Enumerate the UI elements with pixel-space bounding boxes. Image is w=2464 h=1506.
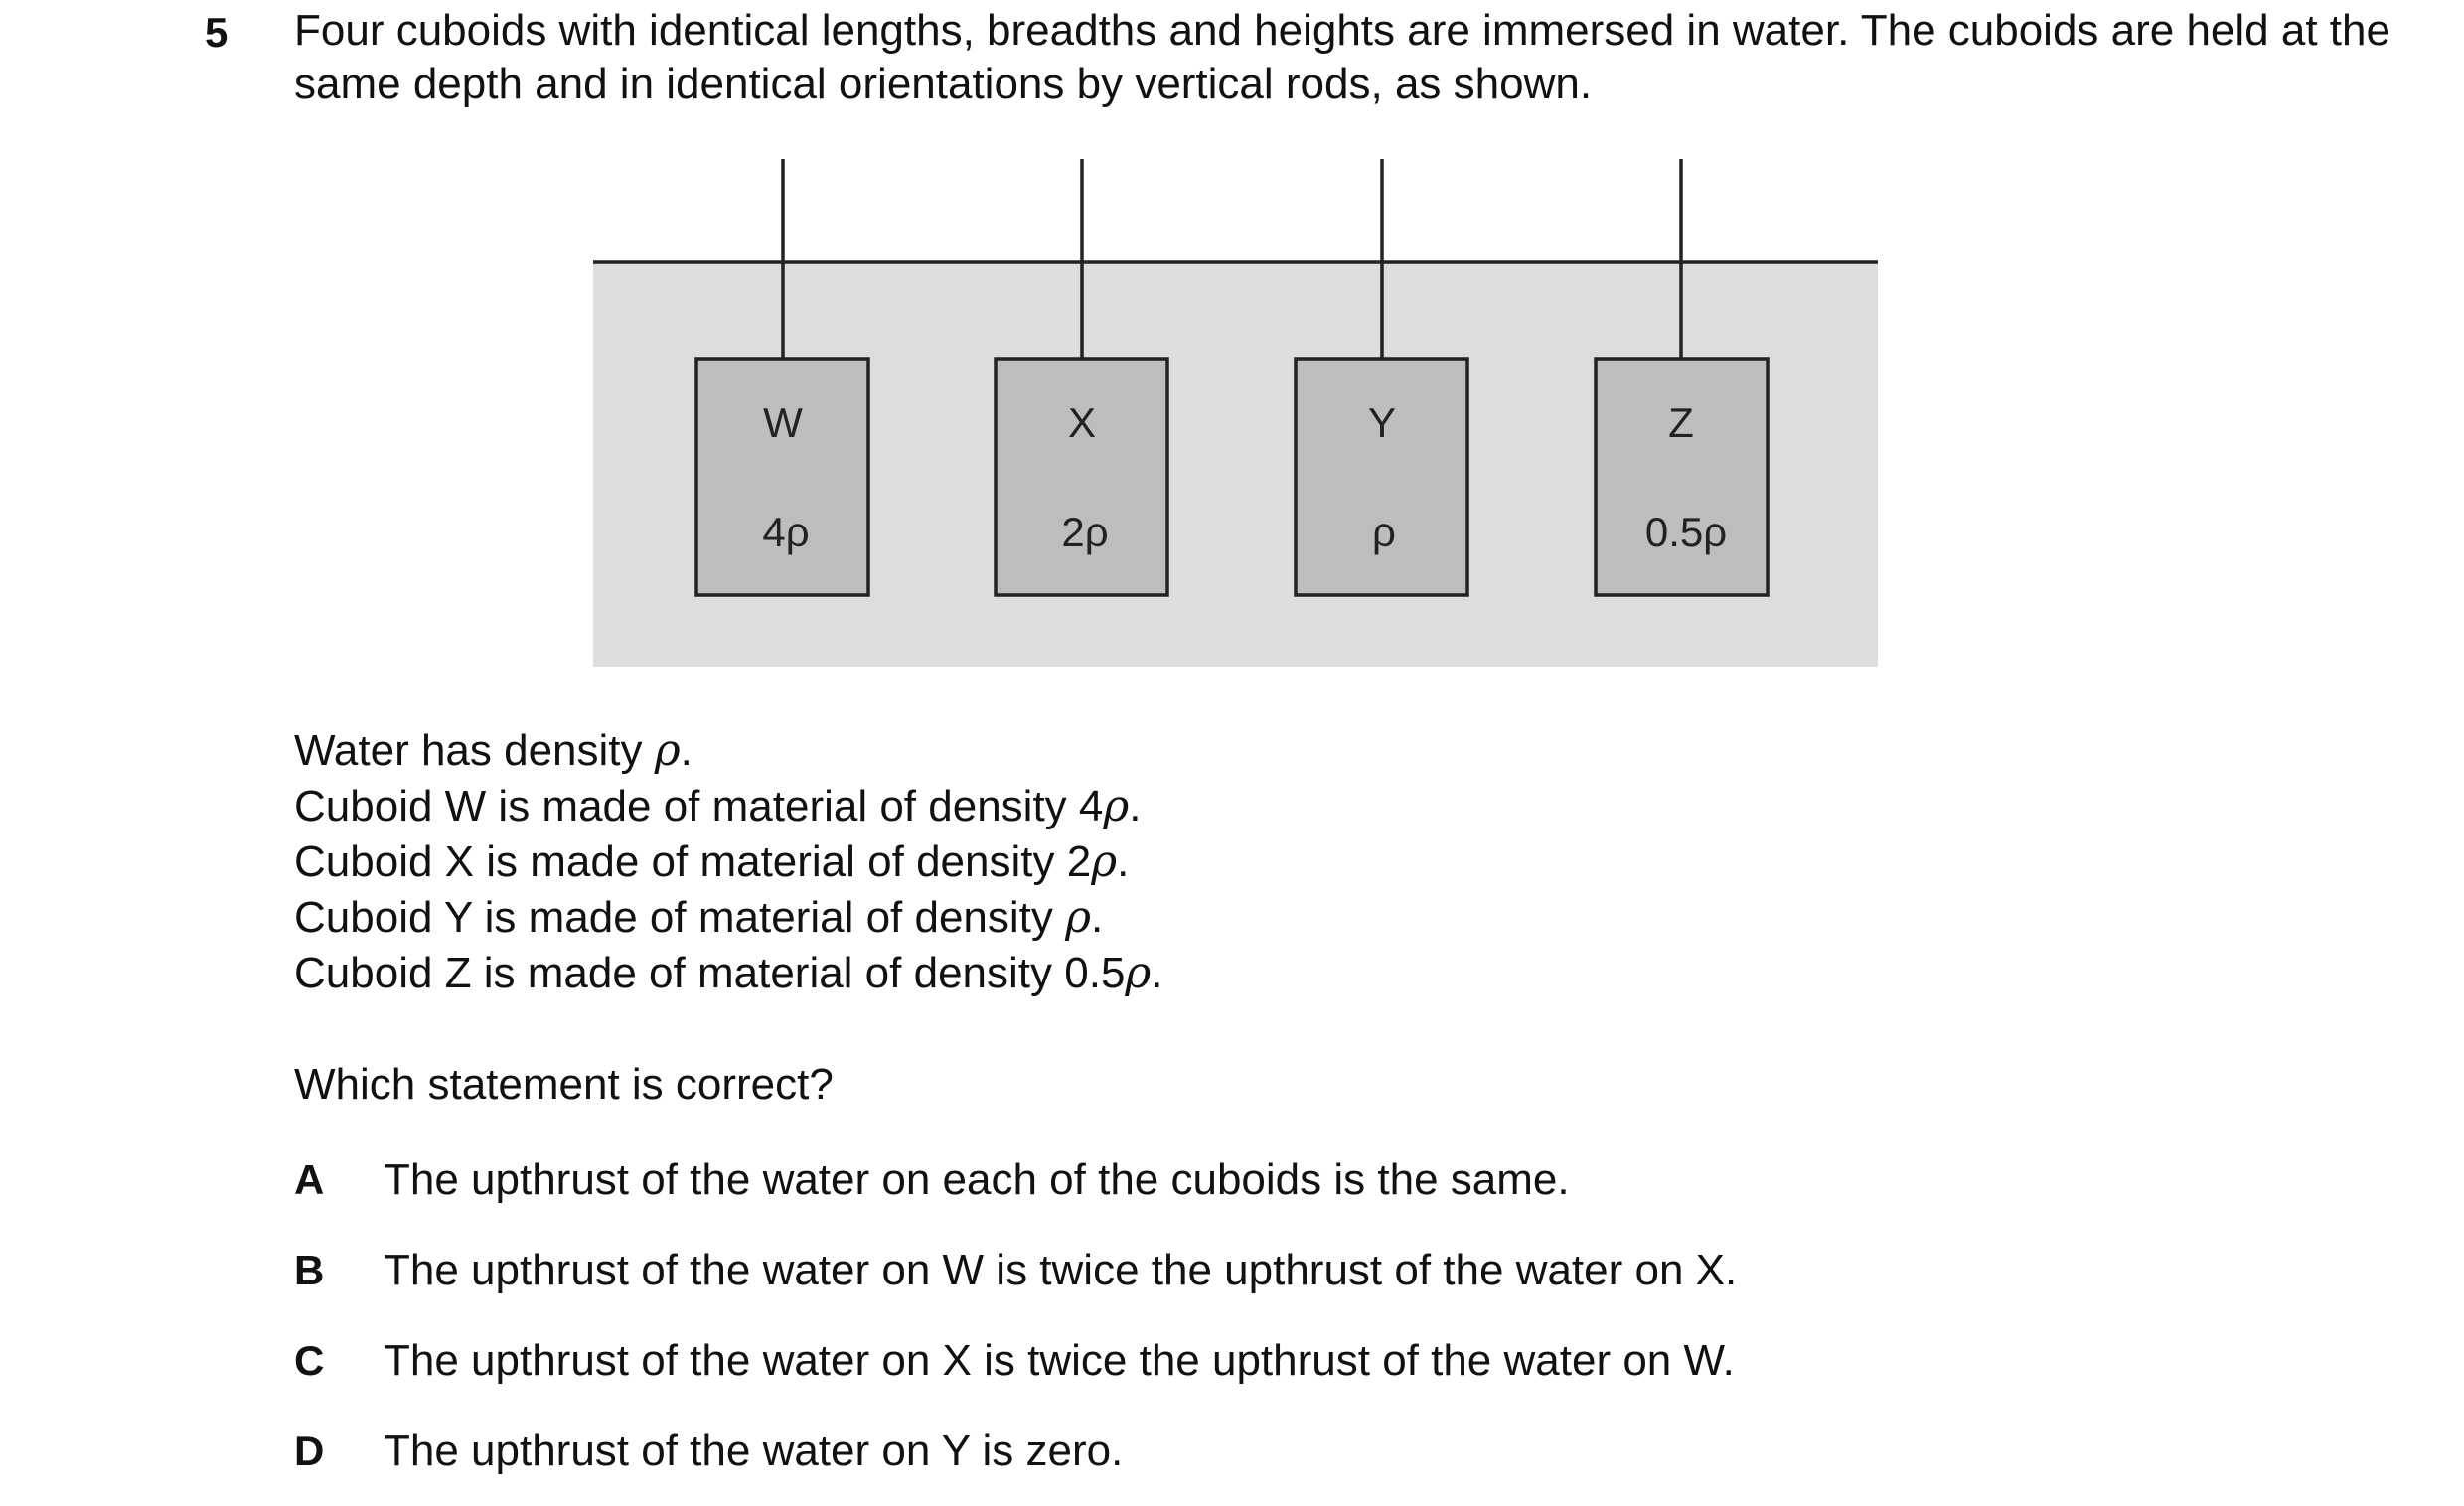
cuboid-z-density: 0.5ρ — [1644, 509, 1728, 555]
info-line-z: Cuboid Z is made of material of density 0.5ρ. — [294, 948, 1163, 998]
cuboid-x-label: X — [1067, 399, 1097, 446]
info-line-water: Water has density ρ. — [294, 725, 693, 776]
cuboid-diagram — [0, 0, 2464, 695]
cuboid-w-density: 4ρ — [762, 509, 810, 555]
option-c-letter: C — [294, 1337, 325, 1384]
density-info — [294, 723, 1163, 1001]
option-d[interactable] — [294, 1424, 1123, 1479]
question-prompt: Which statement is correct? — [294, 1060, 834, 1109]
cuboid-y-density: ρ — [1372, 509, 1396, 555]
option-b-text: The upthrust of the water on W is twice the upthrust of the water on X. — [384, 1246, 1738, 1294]
cuboid-x — [996, 359, 1167, 595]
info-line-x: Cuboid X is made of material of density 2ρ. — [294, 836, 1130, 887]
question-number: 5 — [205, 9, 229, 56]
option-b[interactable] — [294, 1243, 1737, 1298]
cuboid-w — [696, 359, 868, 595]
cuboid-y-label: Y — [1367, 399, 1397, 446]
info-line-w: Cuboid W is made of material of density 4ρ. — [294, 781, 1142, 831]
cuboid-y — [1296, 359, 1467, 595]
info-line-y: Cuboid Y is made of material of density ρ. — [294, 892, 1104, 943]
option-a[interactable] — [294, 1152, 1570, 1208]
option-a-letter: A — [294, 1156, 325, 1203]
cuboid-x-density: 2ρ — [1061, 509, 1109, 555]
option-b-letter: B — [294, 1247, 325, 1293]
option-a-text: The upthrust of the water on each of the cuboids is the same. — [384, 1155, 1570, 1204]
option-c-text: The upthrust of the water on X is twice the upthrust of the water on W. — [384, 1336, 1735, 1385]
question-stem: Four cuboids with identical lengths, breadths and heights are immersed in water. The cuboids are held at the same depth and in identical orientations by vertical rods, as shown. — [294, 6, 2390, 108]
option-c[interactable] — [294, 1333, 1735, 1389]
cuboid-z — [1596, 359, 1768, 595]
cuboid-w-label: W — [763, 399, 803, 446]
option-d-text: The upthrust of the water on Y is zero. — [384, 1427, 1124, 1475]
option-d-letter: D — [294, 1428, 325, 1474]
cuboid-z-label: Z — [1668, 399, 1694, 446]
